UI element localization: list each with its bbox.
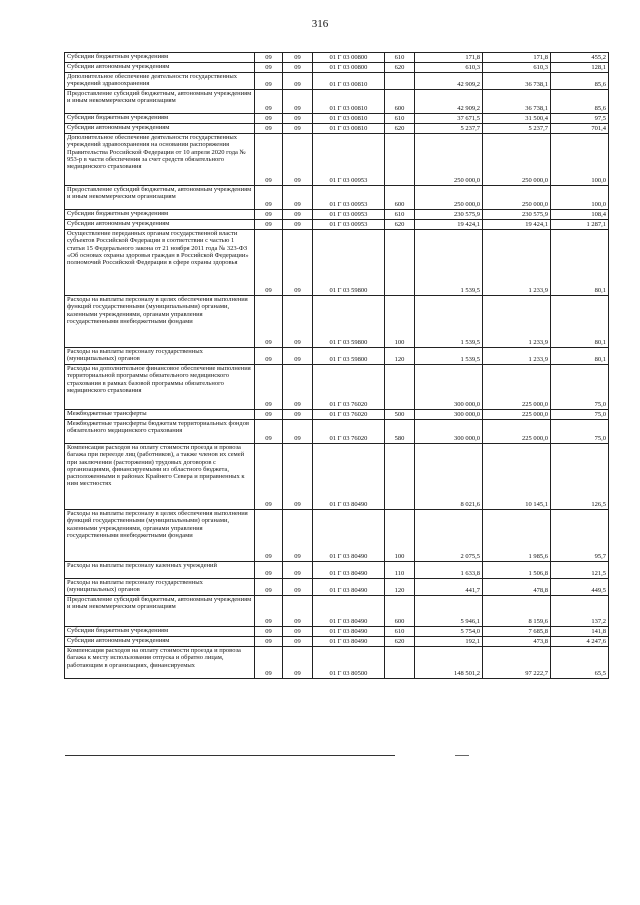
footer-rule — [65, 755, 395, 756]
percent-value: 80,1 — [551, 348, 609, 365]
subsection-code: 09 — [283, 596, 313, 627]
amount-executed: 1 506,8 — [483, 562, 551, 579]
table-row — [65, 90, 609, 114]
subsection-code: 09 — [283, 510, 313, 562]
percent-value: 95,7 — [551, 510, 609, 562]
amount-executed: 1 233,9 — [483, 296, 551, 348]
row-name: Расходы на дополнительное финансовое обеспечение выполнения территориальной программы обязательного медицинского страхования в рамках базовой программы обязательного медицинского страхования — [65, 365, 255, 410]
amount-executed: 250 000,0 — [483, 134, 551, 186]
table-row — [65, 637, 609, 647]
amount-executed: 5 237,7 — [483, 124, 551, 134]
target-article-code: 01 Г 03 76020 — [313, 365, 385, 410]
amount-executed: 8 159,6 — [483, 596, 551, 627]
target-article-code: 01 Г 03 00810 — [313, 114, 385, 124]
target-article-code: 01 Г 03 76020 — [313, 420, 385, 444]
section-code: 09 — [255, 124, 283, 134]
table-row — [65, 134, 609, 186]
table-row — [65, 562, 609, 579]
amount-executed: 1 233,9 — [483, 230, 551, 296]
amount-executed: 31 500,4 — [483, 114, 551, 124]
subsection-code: 09 — [283, 562, 313, 579]
row-name: Осуществление переданных органам государственной власти субъектов Российской Федерации в соответствии с частью 1 статьи 15 Федерального закона от 21 ноября 2011 года № 323-ФЗ «Об основах охраны здоровья граждан в Российской Федерации» полномочий Российской Федерации в сфере охраны здоровья — [65, 230, 255, 296]
subsection-code: 09 — [283, 210, 313, 220]
amount-planned: 250 000,0 — [415, 186, 483, 210]
expense-type-code: 610 — [385, 210, 415, 220]
subsection-code: 09 — [283, 230, 313, 296]
section-code: 09 — [255, 579, 283, 596]
subsection-code: 09 — [283, 90, 313, 114]
percent-value: 141,8 — [551, 627, 609, 637]
percent-value: 108,4 — [551, 210, 609, 220]
section-code: 09 — [255, 220, 283, 230]
amount-executed: 171,8 — [483, 53, 551, 63]
table-row — [65, 348, 609, 365]
table-row — [65, 114, 609, 124]
table-row — [65, 124, 609, 134]
row-name: Компенсация расходов на оплату стоимости проезда и провоза багажа к месту использования отпуска и обратно лицам, работающим в организациях, финансируемых — [65, 647, 255, 679]
expense-type-code: 610 — [385, 627, 415, 637]
amount-planned: 250 000,0 — [415, 134, 483, 186]
target-article-code: 01 Г 03 80490 — [313, 579, 385, 596]
amount-executed: 36 738,1 — [483, 73, 551, 90]
target-article-code: 01 Г 03 00800 — [313, 63, 385, 73]
amount-executed: 610,3 — [483, 63, 551, 73]
expense-type-code: 610 — [385, 53, 415, 63]
subsection-code: 09 — [283, 186, 313, 210]
amount-planned: 441,7 — [415, 579, 483, 596]
subsection-code: 09 — [283, 365, 313, 410]
row-name: Дополнительное обеспечение деятельности государственных учреждений здравоохранения на основании распоряжения Правительства Российской Федерации от 10 апреля 2020 года № 953-р в части обеспечения за счет средств обязательного медицинского страхования — [65, 134, 255, 186]
section-code: 09 — [255, 114, 283, 124]
subsection-code: 09 — [283, 53, 313, 63]
expense-type-code — [385, 230, 415, 296]
amount-planned: 171,8 — [415, 53, 483, 63]
expense-type-code: 580 — [385, 420, 415, 444]
target-article-code: 01 Г 03 00953 — [313, 220, 385, 230]
amount-executed: 473,8 — [483, 637, 551, 647]
row-name: Предоставление субсидий бюджетным, автономным учреждениям и иным некоммерческим организациям — [65, 596, 255, 627]
section-code: 09 — [255, 53, 283, 63]
expense-type-code — [385, 647, 415, 679]
percent-value: 85,6 — [551, 90, 609, 114]
amount-planned: 610,3 — [415, 63, 483, 73]
section-code: 09 — [255, 444, 283, 510]
row-name: Субсидии бюджетным учреждениям — [65, 114, 255, 124]
table-row — [65, 579, 609, 596]
amount-executed: 36 738,1 — [483, 90, 551, 114]
subsection-code: 09 — [283, 410, 313, 420]
expense-type-code — [385, 73, 415, 90]
expense-type-code: 600 — [385, 186, 415, 210]
footer-rule-mark — [455, 755, 469, 756]
subsection-code: 09 — [283, 647, 313, 679]
percent-value: 455,2 — [551, 53, 609, 63]
subsection-code: 09 — [283, 296, 313, 348]
subsection-code: 09 — [283, 73, 313, 90]
subsection-code: 09 — [283, 627, 313, 637]
expense-type-code: 620 — [385, 124, 415, 134]
section-code: 09 — [255, 637, 283, 647]
table-row — [65, 220, 609, 230]
percent-value: 449,5 — [551, 579, 609, 596]
table-row — [65, 365, 609, 410]
percent-value: 75,0 — [551, 420, 609, 444]
amount-executed: 225 000,0 — [483, 410, 551, 420]
amount-planned: 148 501,2 — [415, 647, 483, 679]
table-row — [65, 63, 609, 73]
percent-value: 128,1 — [551, 63, 609, 73]
amount-planned: 37 671,5 — [415, 114, 483, 124]
amount-executed: 478,8 — [483, 579, 551, 596]
table-row — [65, 444, 609, 510]
row-name: Расходы на выплаты персоналу государственных (муниципальных) органов — [65, 579, 255, 596]
page-number: 316 — [311, 18, 329, 30]
percent-value: 100,0 — [551, 186, 609, 210]
budget-table — [64, 52, 609, 679]
table-row — [65, 296, 609, 348]
subsection-code: 09 — [283, 420, 313, 444]
table-row — [65, 647, 609, 679]
target-article-code: 01 Г 03 00953 — [313, 186, 385, 210]
subsection-code: 09 — [283, 220, 313, 230]
expense-type-code: 620 — [385, 637, 415, 647]
row-name: Субсидии автономным учреждениям — [65, 124, 255, 134]
amount-planned: 5 237,7 — [415, 124, 483, 134]
amount-planned: 42 909,2 — [415, 90, 483, 114]
percent-value: 137,2 — [551, 596, 609, 627]
amount-executed: 19 424,1 — [483, 220, 551, 230]
section-code: 09 — [255, 420, 283, 444]
section-code: 09 — [255, 186, 283, 210]
amount-executed: 7 685,8 — [483, 627, 551, 637]
expense-type-code: 100 — [385, 296, 415, 348]
row-name: Компенсация расходов на оплату стоимости проезда и провоза багажа при переезде лиц (работников), а также членов их семей при заключении (расторжении) трудовых договоров с организациями, финансируемыми из областного бюджета, расположенными в районах Крайнего Севера и приравненных к ним местностях — [65, 444, 255, 510]
target-article-code: 01 Г 03 80490 — [313, 562, 385, 579]
row-name: Расходы на выплаты персоналу в целях обеспечения выполнения функций государственными (муниципальными) органами, казенными учреждениями, органами управления государственными внебюджетными фондами — [65, 296, 255, 348]
subsection-code: 09 — [283, 637, 313, 647]
target-article-code: 01 Г 03 80490 — [313, 637, 385, 647]
subsection-code: 09 — [283, 348, 313, 365]
expense-type-code: 110 — [385, 562, 415, 579]
expense-type-code: 500 — [385, 410, 415, 420]
target-article-code: 01 Г 03 59800 — [313, 296, 385, 348]
target-article-code: 01 Г 03 00810 — [313, 90, 385, 114]
table-row — [65, 210, 609, 220]
expense-type-code: 600 — [385, 596, 415, 627]
row-name: Расходы на выплаты персоналу государственных (муниципальных) органов — [65, 348, 255, 365]
target-article-code: 01 Г 03 76020 — [313, 410, 385, 420]
amount-planned: 300 000,0 — [415, 365, 483, 410]
percent-value: 85,6 — [551, 73, 609, 90]
percent-value: 701,4 — [551, 124, 609, 134]
expense-type-code — [385, 134, 415, 186]
section-code: 09 — [255, 348, 283, 365]
table-row — [65, 186, 609, 210]
amount-planned: 192,1 — [415, 637, 483, 647]
amount-planned: 2 075,5 — [415, 510, 483, 562]
section-code: 09 — [255, 134, 283, 186]
section-code: 09 — [255, 63, 283, 73]
expense-type-code: 620 — [385, 63, 415, 73]
table-row — [65, 53, 609, 63]
percent-value: 65,5 — [551, 647, 609, 679]
section-code: 09 — [255, 627, 283, 637]
amount-executed: 230 575,9 — [483, 210, 551, 220]
expense-type-code — [385, 365, 415, 410]
table-row — [65, 73, 609, 90]
row-name: Предоставление субсидий бюджетным, автономным учреждениям и иным некоммерческим организациям — [65, 186, 255, 210]
subsection-code: 09 — [283, 134, 313, 186]
row-name: Субсидии бюджетным учреждениям — [65, 627, 255, 637]
amount-executed: 225 000,0 — [483, 365, 551, 410]
section-code: 09 — [255, 510, 283, 562]
expense-type-code: 120 — [385, 579, 415, 596]
table-row — [65, 627, 609, 637]
amount-planned: 5 946,1 — [415, 596, 483, 627]
target-article-code: 01 Г 03 80490 — [313, 510, 385, 562]
amount-planned: 1 539,5 — [415, 348, 483, 365]
percent-value: 75,0 — [551, 365, 609, 410]
row-name: Субсидии бюджетным учреждениям — [65, 210, 255, 220]
target-article-code: 01 Г 03 80490 — [313, 444, 385, 510]
expense-type-code — [385, 444, 415, 510]
target-article-code: 01 Г 03 00953 — [313, 210, 385, 220]
percent-value: 80,1 — [551, 230, 609, 296]
section-code: 09 — [255, 210, 283, 220]
row-name: Субсидии автономным учреждениям — [65, 637, 255, 647]
subsection-code: 09 — [283, 63, 313, 73]
subsection-code: 09 — [283, 579, 313, 596]
table-row — [65, 596, 609, 627]
section-code: 09 — [255, 596, 283, 627]
amount-executed: 1 233,9 — [483, 348, 551, 365]
row-name: Расходы на выплаты персоналу в целях обеспечения выполнения функций государственными (муниципальными) органами, казенными учреждениями, органами управления государственными внебюджетными фондами — [65, 510, 255, 562]
percent-value: 1 287,1 — [551, 220, 609, 230]
section-code: 09 — [255, 410, 283, 420]
subsection-code: 09 — [283, 444, 313, 510]
amount-planned: 300 000,0 — [415, 420, 483, 444]
amount-planned: 1 633,8 — [415, 562, 483, 579]
table-row — [65, 510, 609, 562]
subsection-code: 09 — [283, 124, 313, 134]
section-code: 09 — [255, 562, 283, 579]
amount-planned: 1 539,5 — [415, 230, 483, 296]
target-article-code: 01 Г 03 00810 — [313, 124, 385, 134]
percent-value: 75,0 — [551, 410, 609, 420]
section-code: 09 — [255, 90, 283, 114]
row-name: Межбюджетные трансферты — [65, 410, 255, 420]
amount-executed: 10 145,1 — [483, 444, 551, 510]
percent-value: 97,5 — [551, 114, 609, 124]
percent-value: 126,5 — [551, 444, 609, 510]
row-name: Субсидии автономным учреждениям — [65, 220, 255, 230]
amount-planned: 42 909,2 — [415, 73, 483, 90]
section-code: 09 — [255, 647, 283, 679]
expense-type-code: 100 — [385, 510, 415, 562]
amount-executed: 1 985,6 — [483, 510, 551, 562]
section-code: 09 — [255, 296, 283, 348]
amount-executed: 225 000,0 — [483, 420, 551, 444]
row-name: Субсидии автономным учреждениям — [65, 63, 255, 73]
expense-type-code: 600 — [385, 90, 415, 114]
row-name: Предоставление субсидий бюджетным, автономным учреждениям и иным некоммерческим организациям — [65, 90, 255, 114]
amount-planned: 5 754,0 — [415, 627, 483, 637]
target-article-code: 01 Г 03 80500 — [313, 647, 385, 679]
percent-value: 80,1 — [551, 296, 609, 348]
section-code: 09 — [255, 365, 283, 410]
target-article-code: 01 Г 03 00810 — [313, 73, 385, 90]
amount-planned: 1 539,5 — [415, 296, 483, 348]
section-code: 09 — [255, 73, 283, 90]
percent-value: 121,5 — [551, 562, 609, 579]
expense-type-code: 120 — [385, 348, 415, 365]
target-article-code: 01 Г 03 00800 — [313, 53, 385, 63]
expense-type-code: 620 — [385, 220, 415, 230]
target-article-code: 01 Г 03 80490 — [313, 596, 385, 627]
amount-planned: 230 575,9 — [415, 210, 483, 220]
percent-value: 4 247,6 — [551, 637, 609, 647]
expense-type-code: 610 — [385, 114, 415, 124]
row-name: Расходы на выплаты персоналу казенных учреждений — [65, 562, 255, 579]
amount-planned: 19 424,1 — [415, 220, 483, 230]
target-article-code: 01 Г 03 80490 — [313, 627, 385, 637]
target-article-code: 01 Г 03 59800 — [313, 348, 385, 365]
row-name: Дополнительное обеспечение деятельности государственных учреждений здравоохранения — [65, 73, 255, 90]
table-row — [65, 420, 609, 444]
row-name: Субсидии бюджетным учреждениям — [65, 53, 255, 63]
percent-value: 100,0 — [551, 134, 609, 186]
subsection-code: 09 — [283, 114, 313, 124]
amount-planned: 300 000,0 — [415, 410, 483, 420]
table-row — [65, 410, 609, 420]
amount-planned: 8 021,6 — [415, 444, 483, 510]
row-name: Межбюджетные трансферты бюджетам территориальных фондов обязательного медицинского страхования — [65, 420, 255, 444]
target-article-code: 01 Г 03 00953 — [313, 134, 385, 186]
section-code: 09 — [255, 230, 283, 296]
amount-executed: 250 000,0 — [483, 186, 551, 210]
table-row — [65, 230, 609, 296]
target-article-code: 01 Г 03 59800 — [313, 230, 385, 296]
amount-executed: 97 222,7 — [483, 647, 551, 679]
